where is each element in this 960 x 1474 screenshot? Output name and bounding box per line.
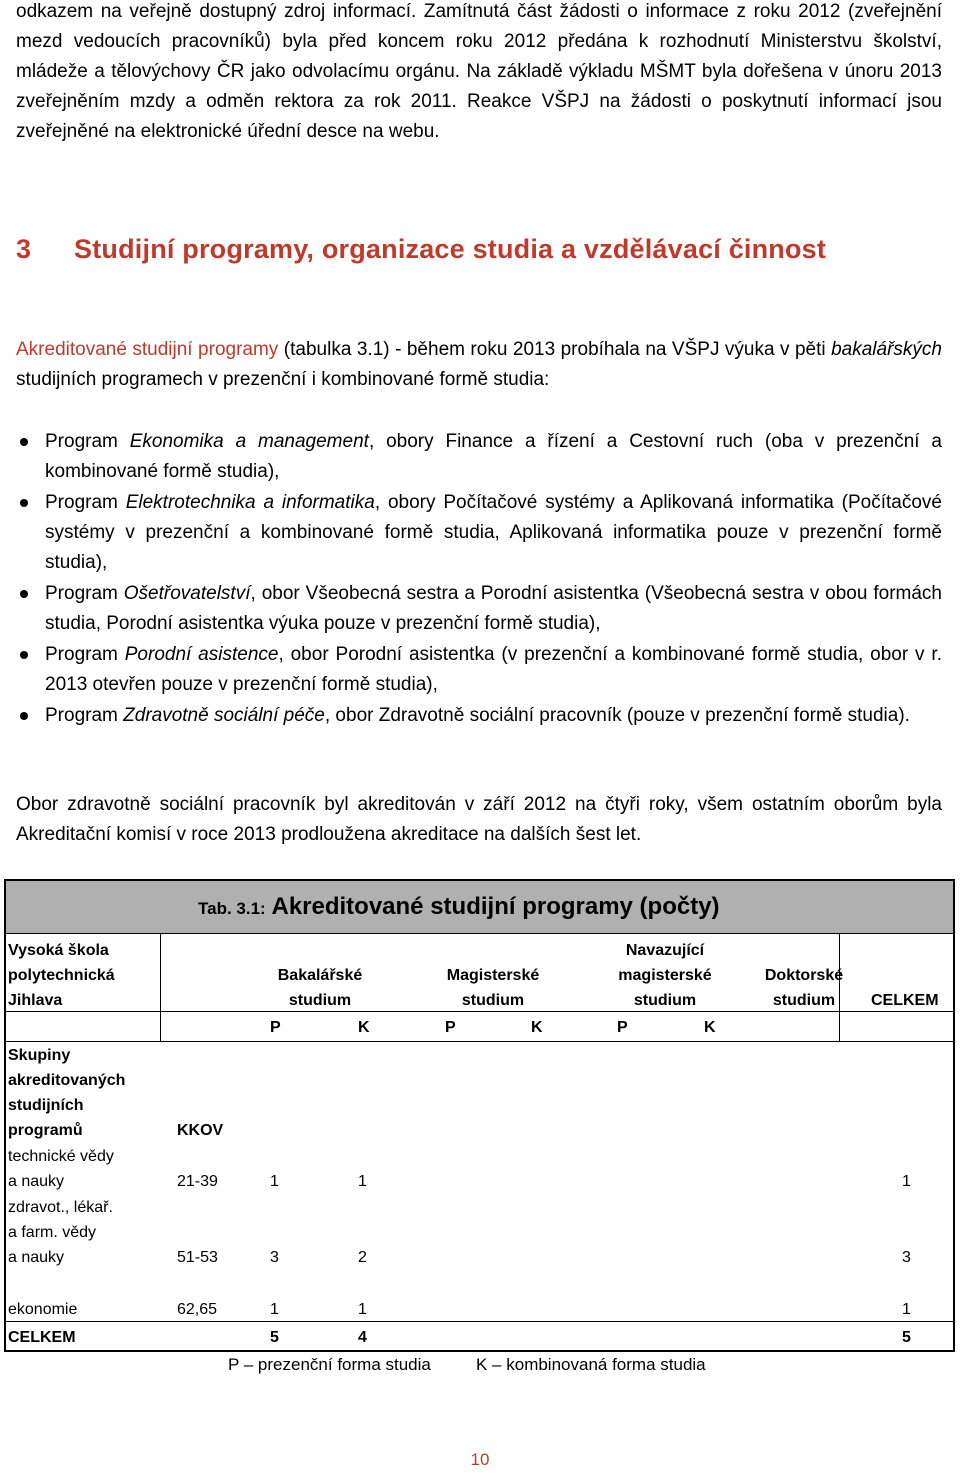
header-school-line: Vysoká škola [8,942,109,959]
row-code: 51-53 [177,1249,218,1266]
table-caption-title: Akreditované studijní programy (počty) [265,893,720,920]
row-code: 62,65 [177,1301,218,1318]
header-p: P [270,1019,281,1036]
program-list [16,427,942,732]
sum-bachelor-p: 5 [270,1329,279,1346]
table-line [4,933,955,934]
table-caption [198,893,720,921]
header-k: K [358,1019,370,1036]
header-groups [8,1043,125,1143]
list-item [16,701,942,731]
closing-paragraph: Obor zdravotně sociální pracovník byl akreditován v září 2012 na čtyři roky, všem ostatním oborům byla Akreditační komisí v roce 2013 prodloužena akreditace na dalších šest let. [16,794,942,845]
bullet-icon [20,590,28,598]
header-line: studium [633,992,697,1009]
table-border-left [4,879,6,1352]
table-caption-prefix: Tab. 3.1: [198,899,266,918]
accredited-italic: bakalářských [831,339,942,360]
row-bachelor-k: 1 [358,1301,367,1318]
table-row-name [8,1144,114,1194]
header-school-line: polytechnická [8,967,115,984]
table-line [160,933,161,1041]
bullet-icon [20,438,28,446]
header-school [8,938,115,1013]
row-bachelor-p: 1 [270,1173,279,1190]
row-bachelor-k: 1 [358,1173,367,1190]
section-title: Studijní programy, organizace studia a vzdělávací činnost [74,234,827,264]
row-bachelor-k: 2 [358,1249,367,1266]
row-bachelor-p: 3 [270,1249,279,1266]
header-line: magisterské [618,967,712,984]
row-total: 3 [902,1249,911,1266]
header-kkov: KKOV [177,1122,224,1139]
accredited-paragraph [16,335,942,395]
header-master [423,963,563,1013]
legend-k: K – kombinovaná forma studia [476,1355,706,1374]
sum-total: 5 [902,1329,911,1346]
item-text: , obor Zdravotně sociální pracovník (pouze v prezenční formě studia). [324,705,910,726]
header-groups-line: akreditovaných [8,1072,126,1089]
header-line: Magisterské [446,967,540,984]
accredited-text-1: (tabulka 3.1) - během roku 2013 probíhala na VŠPJ výuka v pěti [278,339,832,360]
section-heading [16,234,826,265]
table-line [4,1041,955,1042]
row-total: 1 [902,1301,911,1318]
program-name: Zdravotně sociální péče [123,705,325,726]
header-doctoral [734,963,874,1013]
item-text: , obory Počítačové systémy a Aplikovaná informatika (Počítačové systémy v prezenční a kombinované formě studia, Aplikovaná informatika pouze v prezenční formě studia), [45,492,942,573]
item-text: Program [45,644,125,665]
table-row-name: ekonomie [8,1301,78,1318]
table-line [4,1321,955,1322]
intro-paragraph: odkazem na veřejně dostupný zdroj informací. Zamítnutá část žádosti o informace z roku 2012 (zveřejnění mezd vedoucích pracovníků) byla před koncem roku 2012 předána k rozhodnutí Ministerstvu školství, mládeže a tělovýchovy ČR jako odvolacímu orgánu. Na základě výkladu MŠMT byla dořešena v únoru 2013 zveřejněním mzdy a odměn rektora za rok 2011. Reakce VŠPJ na žádosti o poskytnutí informací jsou zveřejněné na elektronické úřední desce na webu. [16,1,942,142]
table-border-bottom [4,1350,955,1352]
item-text: , obor Všeobecná sestra a Porodní asistentka (Všeobecná sestra v obou formách studia, Porodní asistentka výuka pouze v prezenční formě studia), [45,583,942,634]
table-row-name [8,1195,113,1270]
header-line: Doktorské [764,967,844,984]
header-line: studium [288,992,352,1009]
program-name: Porodní asistence [124,644,279,665]
table-border-top [4,879,955,881]
item-text: Program [45,431,130,452]
item-text: , obor Porodní asistentka (v prezenční a kombinované formě studia, obor v r. 2013 otevřen pouze v prezenční formě studia), [45,644,942,695]
row-bachelor-p: 1 [270,1301,279,1318]
row-code: 21-39 [177,1173,218,1190]
header-k: K [704,1019,716,1036]
bullet-icon [20,712,28,720]
item-text: Program [45,705,124,726]
row-name-line: a nauky [8,1249,65,1266]
table-border-right [953,879,955,1352]
header-line: Bakalářské [277,967,363,984]
accredited-lead: Akreditované studijní programy [16,339,279,360]
list-item [16,640,942,700]
item-text: , obory Finance a řízení a Cestovní ruch (oba v prezenční a kombinované formě studia), [45,431,943,482]
sum-bachelor-k: 4 [358,1329,367,1346]
sum-label: CELKEM [8,1329,76,1346]
header-p: P [617,1019,628,1036]
header-bachelor [250,963,390,1013]
accredited-programs-table [4,879,955,1352]
header-school-line: Jihlava [8,992,63,1009]
header-k: K [531,1019,543,1036]
row-name-line: zdravot., lékař. [8,1199,113,1216]
list-item [16,579,942,639]
row-name-line: technické vědy [8,1148,114,1165]
header-groups-line: Skupiny [8,1047,71,1064]
row-total: 1 [902,1173,911,1190]
legend-p: P – prezenční forma studia [228,1355,431,1374]
header-groups-line: programů [8,1122,83,1139]
header-follow-master [595,938,735,1013]
row-name-line: a farm. vědy [8,1224,97,1241]
program-name: Ošetřovatelství [123,583,251,604]
row-name-line: a nauky [8,1173,65,1190]
accredited-text-2: studijních programech v prezenční i kombinované formě studia: [16,369,550,390]
item-text: Program [45,583,124,604]
header-groups-line: studijních [8,1097,84,1114]
list-item [16,488,942,578]
program-name: Ekonomika a management [129,431,369,452]
section-number: 3 [16,234,32,264]
header-p: P [445,1019,456,1036]
header-line: studium [772,992,836,1009]
item-text: Program [45,492,126,513]
list-item [16,427,942,487]
header-total: CELKEM [871,992,939,1009]
program-name: Elektrotechnika a informatika [125,492,375,513]
page-number: 10 [470,1450,490,1469]
header-line: studium [461,992,525,1009]
bullet-icon [20,499,28,507]
header-line: Navazující [625,942,705,959]
bullet-icon [20,651,28,659]
